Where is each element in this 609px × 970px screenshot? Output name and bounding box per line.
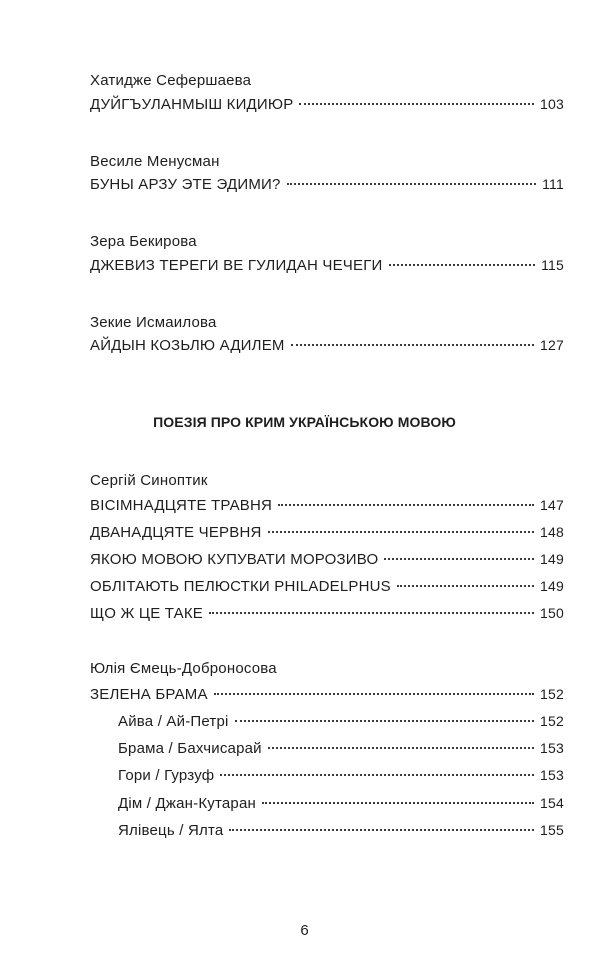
dot-leader: [235, 720, 534, 722]
toc-subentry: [118, 795, 564, 812]
author-name: Зекие Исмаилова: [90, 314, 217, 331]
toc-entry-page: 150: [540, 605, 564, 621]
dot-leader: [262, 802, 534, 804]
toc-entry-page: 111: [542, 176, 564, 192]
toc-entry: [90, 96, 564, 113]
dot-leader: [209, 612, 534, 614]
dot-leader: [291, 344, 534, 346]
dot-leader: [220, 774, 534, 776]
toc-entry: [90, 551, 564, 568]
toc-entry-page: 154: [540, 795, 564, 811]
toc-entry-page: 127: [540, 337, 564, 353]
toc-entry-page: 155: [540, 822, 564, 838]
dot-leader: [229, 829, 534, 831]
toc-entry-page: 115: [541, 257, 564, 273]
toc-entry-title: ЗЕЛЕНА БРАМА: [90, 686, 208, 703]
toc-subentry: [118, 740, 564, 757]
toc-entry-title: ЯКОЮ МОВОЮ КУПУВАТИ МОРОЗИВО: [90, 551, 379, 568]
toc-entry-title: Дім / Джан-Кутаран: [118, 795, 256, 812]
dot-leader: [389, 264, 536, 266]
author-name: Хатидже Сефершаева: [90, 72, 252, 89]
section-heading: ПОЕЗІЯ ПРО КРИМ УКРАЇНСЬКОЮ МОВОЮ: [153, 414, 456, 430]
toc-entry-title: Айва / Ай-Петрі: [118, 713, 229, 730]
toc-entry: [90, 176, 564, 193]
author-name: Зера Бекирова: [90, 233, 197, 250]
toc-entry-title: ЩО Ж ЦЕ ТАКЕ: [90, 605, 203, 622]
toc-entry: [90, 497, 564, 514]
toc-entry-title: АЙДЫН КОЗЬЛЮ АДИЛЕМ: [90, 337, 285, 354]
dot-leader: [268, 531, 535, 533]
toc-entry-page: 149: [540, 551, 564, 567]
author-name: Весиле Менусман: [90, 153, 220, 170]
toc-entry-title: БУНЫ АРЗУ ЭТЕ ЭДИМИ?: [90, 176, 281, 193]
author-name: Юлія Ємець-Доброносова: [90, 660, 277, 677]
dot-leader: [397, 585, 534, 587]
toc-entry-title: ДЖЕВИЗ ТЕРЕГИ ВЕ ГУЛИДАН ЧЕЧЕГИ: [90, 257, 383, 274]
toc-entry-page: 153: [540, 740, 564, 756]
toc-entry-page: 147: [540, 497, 564, 513]
toc-entry-title: ДУЙГЪУЛАНМЫШ КИДИЮР: [90, 96, 294, 113]
toc-entry-page: 152: [540, 686, 564, 702]
toc-entry-page: 149: [540, 578, 564, 594]
toc-subentry: [118, 767, 564, 784]
author-name: Сергій Синоптик: [90, 472, 208, 489]
toc-entry-title: Гори / Гурзуф: [118, 767, 215, 784]
toc-entry-page: 152: [540, 713, 564, 729]
toc-entry: [90, 524, 564, 541]
dot-leader: [287, 183, 537, 185]
toc-subentry: [118, 822, 564, 839]
dot-leader: [214, 693, 534, 695]
toc-entry-page: 103: [540, 96, 564, 112]
toc-entry: [90, 686, 564, 703]
toc-entry-page: 153: [540, 767, 564, 783]
dot-leader: [278, 504, 534, 506]
toc-subentry: [118, 713, 564, 730]
toc-entry: [90, 605, 564, 622]
toc-entry-title: Брама / Бахчисарай: [118, 740, 262, 757]
toc-entry-title: ВІСІМНАДЦЯТЕ ТРАВНЯ: [90, 497, 273, 514]
dot-leader: [384, 558, 534, 560]
toc-entry: [90, 257, 564, 274]
toc-entry: [90, 578, 564, 595]
page-number: 6: [300, 922, 309, 939]
toc-entry-page: 148: [540, 524, 564, 540]
toc-entry-title: Ялівець / Ялта: [118, 822, 224, 839]
toc-entry: [90, 337, 564, 354]
dot-leader: [299, 103, 534, 105]
toc-entry-title: ОБЛІТАЮТЬ ПЕЛЮСТКИ PHILADELPHUS: [90, 578, 391, 595]
toc-entry-title: ДВАНАДЦЯТЕ ЧЕРВНЯ: [90, 524, 262, 541]
dot-leader: [268, 747, 534, 749]
